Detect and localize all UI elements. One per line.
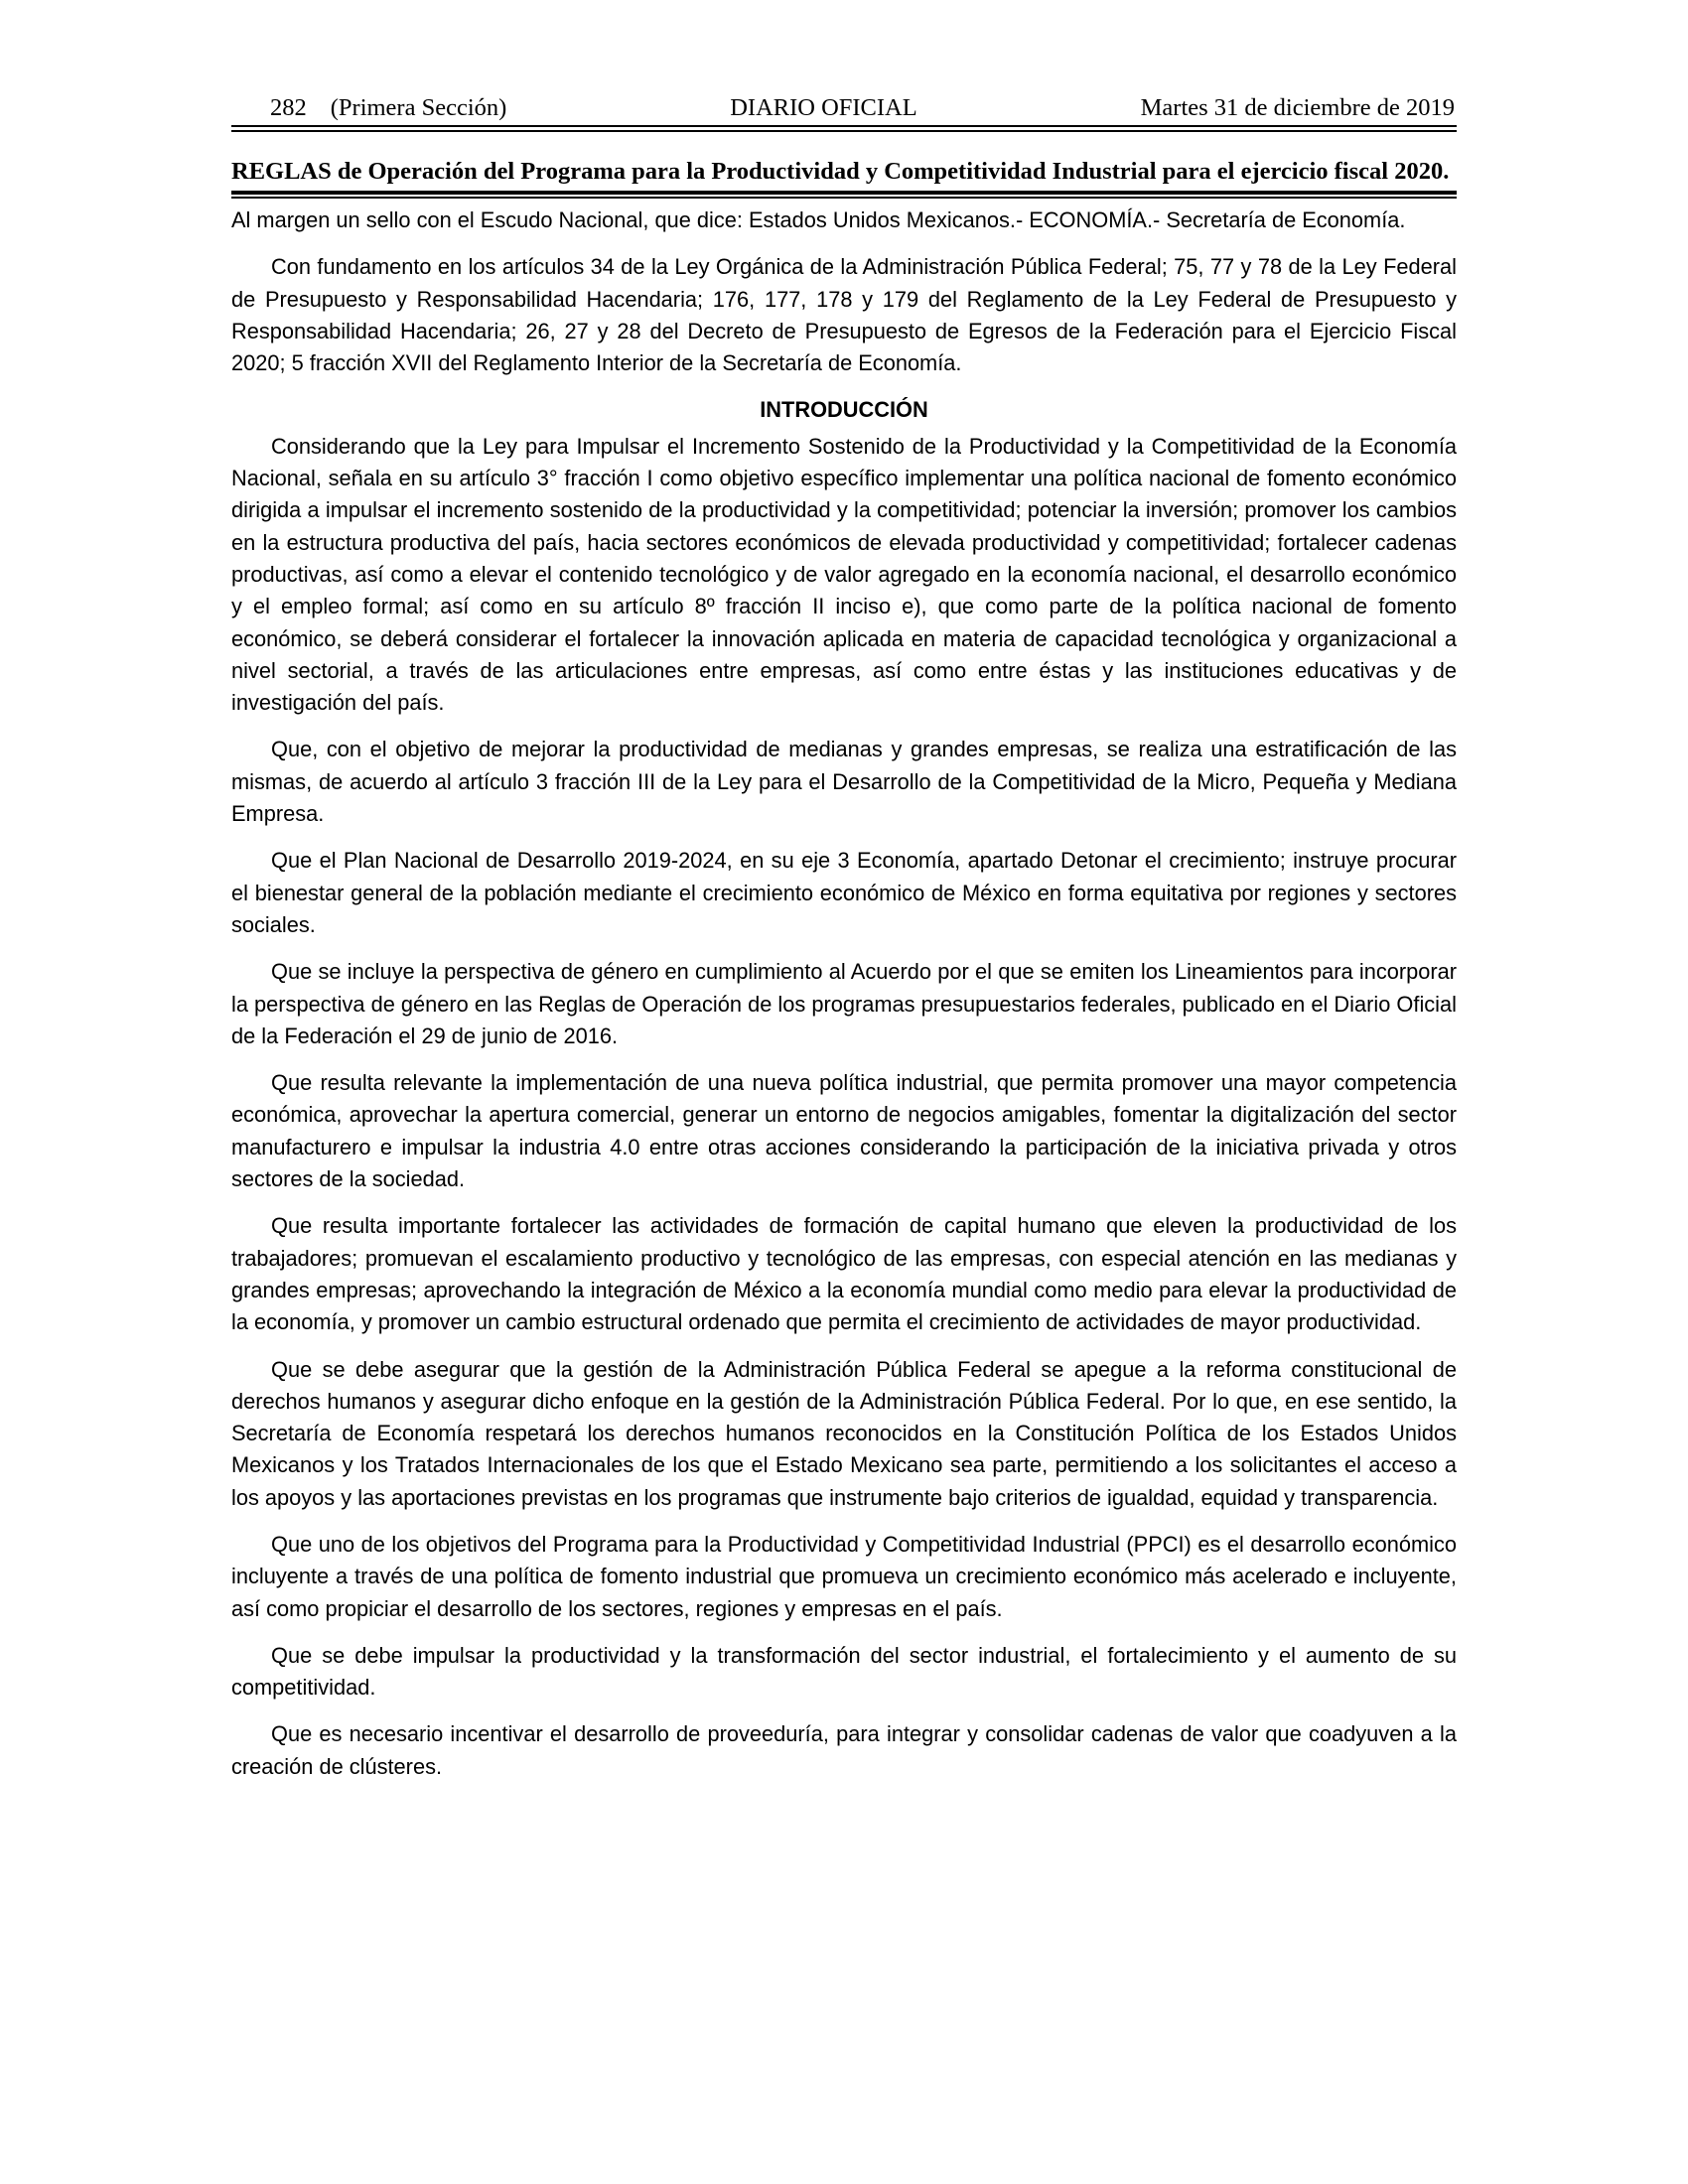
publication-name: DIARIO OFICIAL <box>730 94 917 121</box>
document-title: REGLAS de Operación del Programa para la Productividad y Competitividad Industrial para el ejercicio fiscal 2020. <box>231 158 1450 185</box>
paragraph: Que resulta importante fortalecer las actividades de formación de capital humano que eleven la productividad de los trabajadores; promuevan el escalamiento productivo y tecnológico de las empresas, con especial atención en las medianas y grandes empresas; aprovechando la integración de México a la economía mundial como medio para elevar la productividad de la economía, y promover un cambio estructural ordenado que permita el crecimiento de actividades de mayor productividad. <box>231 1213 1457 1335</box>
paragraph: Que es necesario incentivar el desarrollo de proveeduría, para integrar y consolidar cadenas de valor que coadyuven a la creación de clústeres. <box>231 1721 1457 1779</box>
document-body <box>231 205 1457 1783</box>
title-rule <box>231 191 1457 199</box>
paragraph: Que se incluye la perspectiva de género en cumplimiento al Acuerdo por el que se emiten los Lineamientos para incorporar la perspectiva de género en las Reglas de Operación de los programas presupuestarios federales, publicado en el Diario Oficial de la Federación el 29 de junio de 2016. <box>231 959 1457 1048</box>
publication-date: Martes 31 de diciembre de 2019 <box>1140 94 1455 121</box>
paragraph: Que resulta relevante la implementación de una nueva política industrial, que permita promover una mayor competencia económica, aprovechar la apertura comercial, generar un entorno de negocios amigables, fomentar la digitalización del sector manufacturero e impulsar la industria 4.0 entre otras acciones considerando la participación de la iniciativa privada y otros sectores de la sociedad. <box>231 1070 1457 1192</box>
header-left <box>270 91 506 125</box>
document-page <box>231 91 1457 1783</box>
paragraph: Que se debe impulsar la productividad y la transformación del sector industrial, el fortalecimiento y el aumento de su competitividad. <box>231 1642 1457 1701</box>
margin-note: Al margen un sello con el Escudo Nacional, que dice: Estados Unidos Mexicanos.- ECONOMÍA.- Secretaría de Economía. <box>231 207 1406 232</box>
section-heading: INTRODUCCIÓN <box>760 397 928 423</box>
paragraph: Que se debe asegurar que la gestión de la Administración Pública Federal se apegue a la reforma constitucional de derechos humanos y asegurar dicho enfoque en la gestión de la Administración Pública Federal. Por lo que, en ese sentido, la Secretaría de Economía respetará los derechos humanos reconocidos en la Constitución Política de los Estados Unidos Mexicanos y los Tratados Internacionales de los que el Estado Mexicano sea parte, permitiendo a los solicitantes el acceso a los apoyos y las aportaciones previstas en los programas que instrumente bajo criterios de igualdad, equidad y transparencia. <box>231 1356 1457 1510</box>
header-rule <box>231 125 1457 132</box>
section-label: (Primera Sección) <box>330 94 507 121</box>
paragraph: Que, con el objetivo de mejorar la productividad de medianas y grandes empresas, se realiza una estratificación de las mismas, de acuerdo al artículo 3 fracción III de la Ley para el Desarrollo de la Competitividad de la Micro, Pequeña y Mediana Empresa. <box>231 737 1457 827</box>
legal-basis-paragraph: Con fundamento en los artículos 34 de la Ley Orgánica de la Administración Pública Federal; 75, 77 y 78 de la Ley Federal de Presupuesto y Responsabilidad Hacendaria; 176, 177, 178 y 179 del Reglamento de la Ley Federal de Presupuesto y Responsabilidad Hacendaria; 26, 27 y 28 del Decreto de Presupuesto de Egresos de la Federación para el Ejercicio Fiscal 2020; 5 fracción XVII del Reglamento Interior de la Secretaría de Economía. <box>231 254 1457 376</box>
page-number: 282 <box>270 94 307 121</box>
running-header <box>231 91 1457 125</box>
paragraph: Que el Plan Nacional de Desarrollo 2019-2024, en su eje 3 Economía, apartado Detonar el crecimiento; instruye procurar el bienestar general de la población mediante el crecimiento económico de México en forma equitativa por regiones y sectores sociales. <box>231 848 1457 937</box>
paragraph: Que uno de los objetivos del Programa para la Productividad y Competitividad Industrial (PPCI) es el desarrollo económico incluyente a través de una política de fomento industrial que promueva un crecimiento económico más acelerado e incluyente, así como propiciar el desarrollo de los sectores, regiones y empresas en el país. <box>231 1531 1457 1621</box>
paragraph: Considerando que la Ley para Impulsar el Incremento Sostenido de la Productividad y la Competitividad de la Economía Nacional, señala en su artículo 3° fracción I como objetivo específico implementar una política nacional de fomento económico dirigida a impulsar el incremento sostenido de la productividad y la competitividad; potenciar la inversión; promover los cambios en la estructura productiva del país, hacia sectores económicos de elevada productividad y competitividad; fortalecer cadenas productivas, así como a elevar el contenido tecnológico y de valor agregado en la economía nacional, el desarrollo económico y el empleo formal; así como en su artículo 8º fracción II inciso e), que como parte de la política nacional de fomento económico, se deberá considerar el fortalecer la innovación aplicada en materia de capacidad tecnológica y organizacional a nivel sectorial, a través de las articulaciones entre empresas, así como entre éstas y las instituciones educativas y de investigación del país. <box>231 433 1457 716</box>
